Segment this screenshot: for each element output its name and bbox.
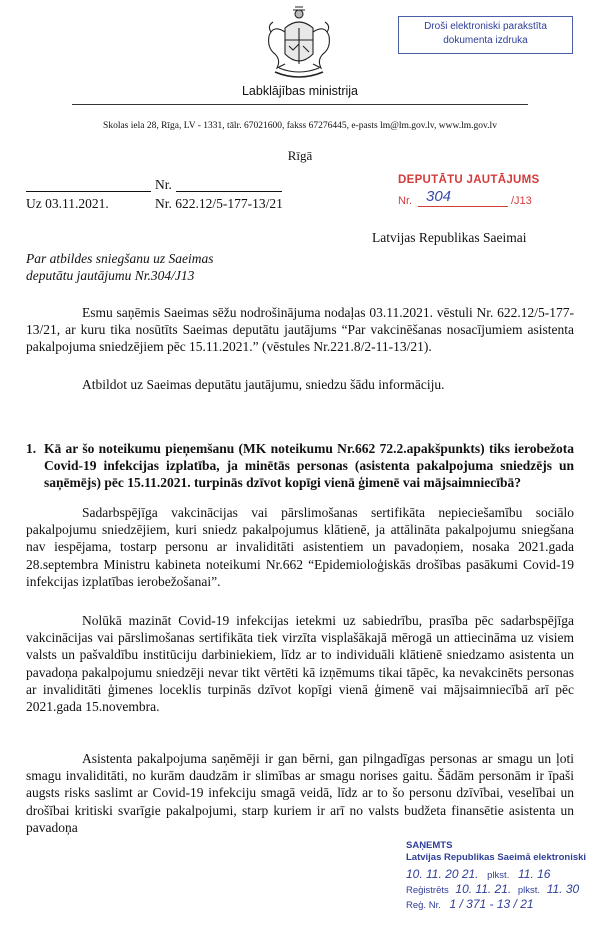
- letterhead-divider: [72, 104, 528, 105]
- esign-notice-box: [398, 16, 573, 54]
- date-blank-line: [26, 191, 151, 192]
- subject-line1: Par atbildes sniegšanu uz Saeimas: [26, 251, 214, 266]
- nr-label: Nr.: [155, 177, 172, 192]
- received-date-row: [406, 867, 596, 882]
- uz-date: Uz 03.11.2021.: [26, 196, 109, 211]
- nr-blank-line: [176, 191, 282, 192]
- deputy-stamp-nr-handwritten: 304: [426, 188, 452, 205]
- subject-line2: deputātu jautājumu Nr.304/J13: [26, 268, 195, 283]
- deputy-stamp-nr-label: Nr.: [398, 195, 413, 207]
- uz-number: Nr. 622.12/5-177-13/21: [155, 196, 283, 211]
- coat-of-arms-emblem: [255, 2, 343, 84]
- body-paragraph-5: Asistenta pakalpojuma saņēmēji ir gan bērni, gan pilngadīgas personas ar smagu un ļoti smagu invaliditāti, no kurām daudzām ir slimības ar smagu norises gaitu. Šādām personām ir īpaši augsts risks saslimt ar Covid-19 infekciju smagā veidā, līdz ar to šo personu dzīvībai, veselībai un drošībai kritiski svarīgie pakalpojumi, starp kuriem ir arī no valsts budžeta finansētie asistenta un pavadoņa: [26, 751, 574, 835]
- registered-label: Reģistrēts: [406, 885, 449, 896]
- question-text: Kā ar šo noteikumu pieņemšanu (MK noteikumu Nr.662 72.2.apakšpunkts) tiks ierobežota Covid-19 infekcijas izplatība, ja minētās personas (asistenta pakalpojuma sniedzējs un saņēmējs) pēc 15.11.2021. turpinās dzīvot kopīgi vienā ģimenē vai mājsaimniecībā?: [44, 441, 574, 491]
- body-paragraph-1: Esmu saņēmis Saeimas sēžu nodrošinājuma nodaļas 03.11.2021. vēstuli Nr. 622.12/5-177-13/21, ar kuru tika nosūtīts Saeimas deputātu jautājums “Par vakcinēšanas nosacījumiem asistenta pakalpojuma sniedzējiem pēc 15.11.2021.” (vēstules Nr.221.8/2-11-13/21).: [26, 305, 574, 355]
- city-label: Rīgā: [287, 148, 313, 163]
- received-time-handwritten: 11. 16: [517, 867, 551, 881]
- registration-number-row: [406, 897, 596, 912]
- registration-number-label: Reģ. Nr.: [406, 900, 441, 911]
- deputy-stamp-nr-line: [418, 206, 508, 207]
- question-item: [26, 440, 574, 492]
- deputy-question-stamp-title: DEPUTĀTU JAUTĀJUMS: [398, 174, 540, 186]
- esign-notice-line2: dokumenta izdruka: [443, 34, 528, 46]
- registered-date-handwritten: 10. 11. 21.: [455, 882, 512, 896]
- body-paragraph-4: Nolūkā mazināt Covid-19 infekcijas ietekmi uz sabiedrību, prasība pēc sadarbspējīga vakcinācijas vai pārslimošanas sertifikāta tiek virzīta visplašākajā mērogā un attiecināma uz visiem valsts un pašvaldību institūciju darbiniekiem, līdz ar to individuāli klātienē sniedzamo asistenta un pavadoņa pakalpojumu sniedzēji nevar tikt vērtēti kā izņēmums tikai tāpēc, ka nevakcinēts personas ar invaliditāti ģimenes loceklis turpinās dzīvot kopīgi vienā ģimenē vai mājsaimniecībā arī pēc 2021.gada 15.novembra.: [26, 613, 574, 715]
- registration-number-handwritten: 1 / 371 - 13 / 21: [449, 897, 534, 911]
- registered-row: [406, 882, 596, 897]
- ministry-name: Labklājības ministrija: [241, 84, 359, 98]
- received-stamp: [406, 840, 596, 912]
- contact-line: Skolas iela 28, Rīga, LV - 1331, tālr. 67021600, fakss 67276445, e-pasts lm@lm.gov.lv, www.lm.gov.lv: [103, 121, 497, 131]
- body-paragraph-2: Atbildot uz Saeimas deputātu jautājumu, sniedzu šādu informāciju.: [82, 377, 445, 392]
- registered-time-handwritten: 11. 30: [546, 882, 580, 896]
- registered-time-label: plkst.: [517, 885, 541, 896]
- received-date-handwritten: 10. 11. 20 21.: [406, 867, 479, 881]
- addressee: Latvijas Republikas Saeimai: [372, 230, 527, 245]
- body-paragraph-3: Sadarbspējīga vakcinācijas vai pārslimošanas sertifikāta nepieciešamību sociālo pakalpojumu sniedzējiem, kuri sniedz pakalpojumus klātienē, ja attālināta pakalpojumu sniegšana nav iespējama, tostarp personu ar invaliditāti asistentiem un pavadoņiem, nosaka 2021.gada 28.septembra Ministru kabineta noteikumi Nr.662 “Epidemioloģiskās drošības pasākumi Covid-19 infekcijas izplatības ierobežošanai”.: [26, 505, 574, 589]
- received-stamp-org: Latvijas Republikas Saeimā elektroniski: [406, 852, 587, 863]
- received-stamp-title: SAŅEMTS: [406, 840, 453, 851]
- deputy-stamp-suffix: /J13: [511, 195, 532, 207]
- esign-notice-line1: Droši elektroniski parakstīta: [424, 21, 547, 32]
- subject-block: [26, 250, 214, 284]
- received-time-label: plkst.: [487, 870, 510, 881]
- question-number: 1.: [26, 441, 37, 456]
